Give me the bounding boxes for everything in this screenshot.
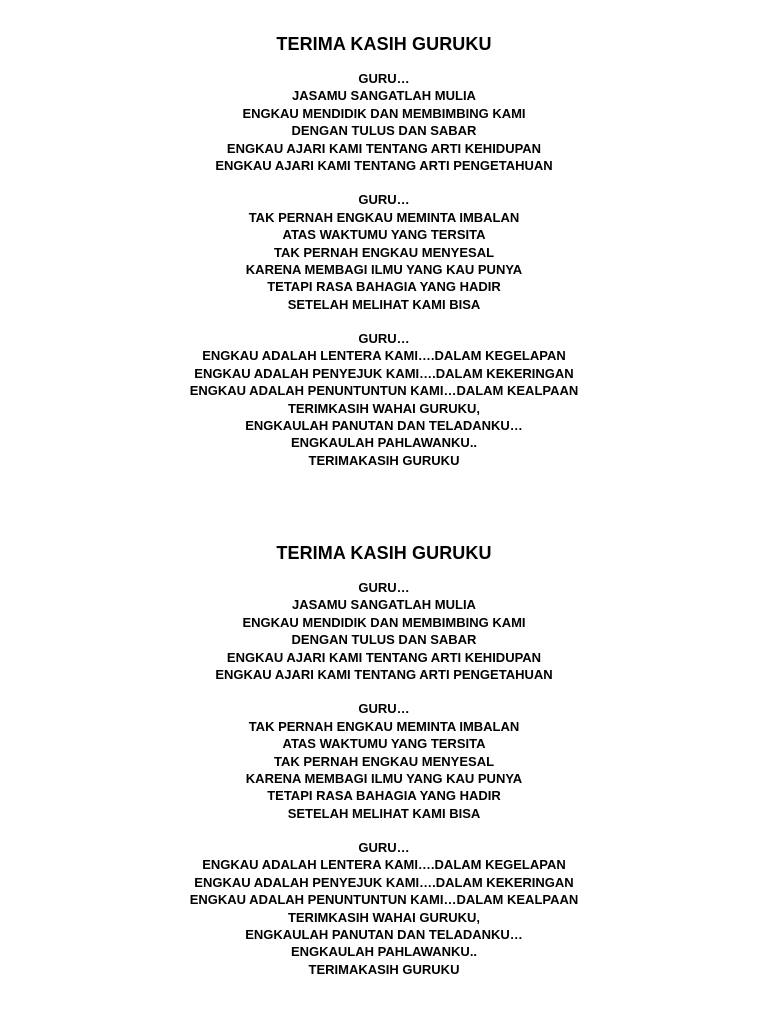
poem-line: ENGKAU ADALAH PENYEJUK KAMI….DALAM KEKERINGAN bbox=[194, 365, 574, 381]
stanza bbox=[0, 70, 768, 174]
poem-line: SETELAH MELIHAT KAMI BISA bbox=[287, 805, 481, 821]
poem-line: ENGKAULAH PANUTAN DAN TELADANKU… bbox=[245, 927, 523, 943]
stanza bbox=[0, 330, 768, 469]
poem-line: GURU… bbox=[358, 331, 410, 347]
poem-line: TETAPI RASA BAHAGIA YANG HADIR bbox=[267, 788, 501, 804]
poem-title: TERIMA KASIH GURUKU bbox=[276, 34, 492, 54]
poem-line: TAK PERNAH ENGKAU MEMINTA IMBALAN bbox=[248, 718, 520, 734]
stanza bbox=[0, 579, 768, 683]
poem-line: ENGKAU ADALAH PENUNTUNTUN KAMI…DALAM KEALPAAN bbox=[189, 892, 579, 908]
stanza bbox=[0, 191, 768, 313]
poem-line: TETAPI RASA BAHAGIA YANG HADIR bbox=[267, 279, 501, 295]
poem-line: KARENA MEMBAGI ILMU YANG KAU PUNYA bbox=[245, 261, 523, 277]
poem-block bbox=[0, 33, 768, 469]
poem-line: TAK PERNAH ENGKAU MEMINTA IMBALAN bbox=[248, 209, 520, 225]
poem-title: TERIMA KASIH GURUKU bbox=[276, 543, 492, 563]
poem-line: ENGKAU AJARI KAMI TENTANG ARTI KEHIDUPAN bbox=[226, 140, 542, 156]
poem-line: ENGKAU AJARI KAMI TENTANG ARTI PENGETAHUAN bbox=[215, 157, 553, 173]
poem-line: TERIMAKASIH GURUKU bbox=[308, 452, 460, 468]
poem-line: TERIMKASIH WAHAI GURUKU, bbox=[287, 909, 481, 925]
stanza bbox=[0, 700, 768, 822]
poem-line: JASAMU SANGATLAH MULIA bbox=[292, 88, 476, 104]
poem-line: ENGKAU MENDIDIK DAN MEMBIMBING KAMI bbox=[242, 614, 526, 630]
poem-line: DENGAN TULUS DAN SABAR bbox=[291, 123, 477, 139]
poem-line: ENGKAU AJARI KAMI TENTANG ARTI KEHIDUPAN bbox=[226, 649, 542, 665]
poem-line: GURU… bbox=[358, 701, 410, 717]
poem-line: SETELAH MELIHAT KAMI BISA bbox=[287, 296, 481, 312]
poem-line: ENGKAU ADALAH LENTERA KAMI….DALAM KEGELAPAN bbox=[202, 348, 566, 364]
poem-line: TERIMAKASIH GURUKU bbox=[308, 961, 460, 977]
poem-line: ENGKAU AJARI KAMI TENTANG ARTI PENGETAHUAN bbox=[215, 666, 553, 682]
poem-line: TERIMKASIH WAHAI GURUKU, bbox=[287, 400, 481, 416]
poem-line: ENGKAU MENDIDIK DAN MEMBIMBING KAMI bbox=[242, 105, 526, 121]
poem-line: ENGKAULAH PANUTAN DAN TELADANKU… bbox=[245, 418, 523, 434]
poem-line: ENGKAU ADALAH PENYEJUK KAMI….DALAM KEKERINGAN bbox=[194, 874, 574, 890]
poem-block bbox=[0, 542, 768, 978]
poem-line: TAK PERNAH ENGKAU MENYESAL bbox=[273, 753, 495, 769]
poem-line: KARENA MEMBAGI ILMU YANG KAU PUNYA bbox=[245, 770, 523, 786]
poem-line: ENGKAULAH PAHLAWANKU.. bbox=[290, 944, 478, 960]
poem-line: ENGKAU ADALAH LENTERA KAMI….DALAM KEGELAPAN bbox=[202, 857, 566, 873]
poem-line: TAK PERNAH ENGKAU MENYESAL bbox=[273, 244, 495, 260]
poem-line: JASAMU SANGATLAH MULIA bbox=[292, 597, 476, 613]
poem-line: ATAS WAKTUMU YANG TERSITA bbox=[282, 227, 486, 243]
poem-line: GURU… bbox=[358, 580, 410, 595]
poem-line: ATAS WAKTUMU YANG TERSITA bbox=[282, 736, 486, 752]
poem-line: DENGAN TULUS DAN SABAR bbox=[291, 632, 477, 648]
poem-line: GURU… bbox=[358, 840, 410, 856]
poem-line: GURU… bbox=[358, 192, 410, 208]
poem-line: ENGKAULAH PAHLAWANKU.. bbox=[290, 435, 478, 451]
stanza bbox=[0, 839, 768, 978]
poem-line: GURU… bbox=[358, 71, 410, 86]
poem-line: ENGKAU ADALAH PENUNTUNTUN KAMI…DALAM KEALPAAN bbox=[189, 383, 579, 399]
